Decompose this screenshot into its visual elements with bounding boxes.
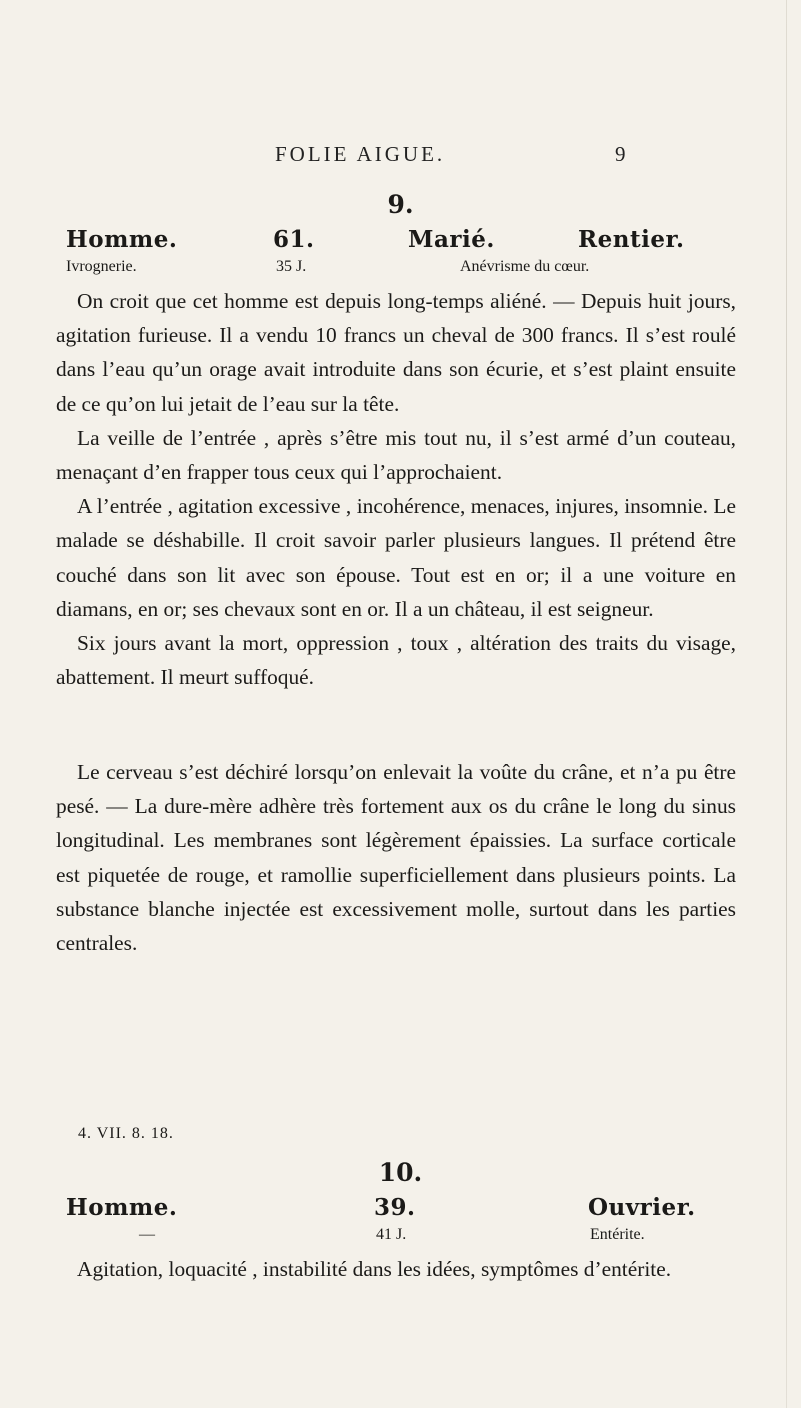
running-head	[0, 142, 801, 172]
case-9-subheader	[0, 258, 801, 282]
case-10-paragraph: Agitation, loquacité , instabilité dans les idées, symptômes d’entérite.	[77, 1257, 672, 1281]
case-10-age: 39.	[374, 1194, 416, 1221]
case-9-number: 9.	[387, 190, 414, 219]
case-9-profession: Rentier.	[578, 226, 685, 253]
case-10-sex: Homme.	[66, 1194, 178, 1221]
case-10-observation	[56, 1252, 736, 1286]
case-9-age: 61.	[273, 226, 315, 253]
case-10-number: 10.	[378, 1158, 423, 1187]
case-10-death-cause: Entérite.	[590, 1226, 645, 1243]
case-9-sex: Homme.	[66, 226, 178, 253]
case-9-duration: 35 J.	[276, 258, 307, 275]
running-title: FOLIE AIGUE.	[275, 142, 446, 166]
case-9-paragraph: Six jours avant la mort, oppression , toux , altération des traits du visage, abattement. Il meurt suffoqué.	[56, 631, 736, 690]
case-9-paragraph: On croit que cet homme est depuis long-temps aliéné. — Depuis huit jours, agitation furieuse. Il a vendu 10 francs un cheval de 300 francs. Il s’est roulé dans l’eau qu’un orage avait introduite dans son écurie, et s’est plaint ensuite de ce qu’on lui jetait de l’eau sur la tête.	[56, 289, 736, 416]
case-10-profession: Ouvrier.	[588, 1194, 696, 1221]
case-9-death-cause: Anévrisme du cœur.	[460, 258, 590, 275]
case-9-paragraph: A l’entrée , agitation excessive , incohérence, menaces, injures, insomnie. Le malade se déshabille. Il croit savoir parler plusieurs langues. Il prétend être couché dans son lit avec son épouse. Tout est en or; il a une voiture en diamans, en or; ses chevaux sont en or. Il a un château, il est seigneur.	[56, 494, 736, 621]
case-10-subheader	[0, 1226, 801, 1250]
case-10-cause: —	[139, 1226, 155, 1243]
case-9-status: Marié.	[408, 226, 495, 253]
case-10-header	[0, 1194, 801, 1226]
case-10-duration: 41 J.	[376, 1226, 407, 1243]
case-9-header	[0, 226, 801, 258]
case-9-cause: Ivrognerie.	[66, 258, 137, 275]
case-9-autopsy-paragraph: Le cerveau s’est déchiré lorsqu’on enlevait la voûte du crâne, et n’a pu être pesé. — La dure-mère adhère très fortement aux os du crâne le long du sinus longitudinal. Les membranes sont légèrement épaissies. La surface corticale est piquetée de rouge, et ramollie superficiellement dans plusieurs points. La substance blanche injectée est excessivement molle, surtout dans les parties centrales.	[56, 760, 736, 956]
case-9-observation	[56, 284, 736, 694]
case-9-paragraph: La veille de l’entrée , après s’être mis tout nu, il s’est armé d’un couteau, menaçant d’en frapper tous ceux qui l’approchaient.	[56, 425, 736, 485]
case-9-autopsy	[56, 755, 736, 960]
case-9-notation: 4. VII. 8. 18.	[78, 1125, 174, 1142]
page-number: 9	[615, 142, 626, 166]
